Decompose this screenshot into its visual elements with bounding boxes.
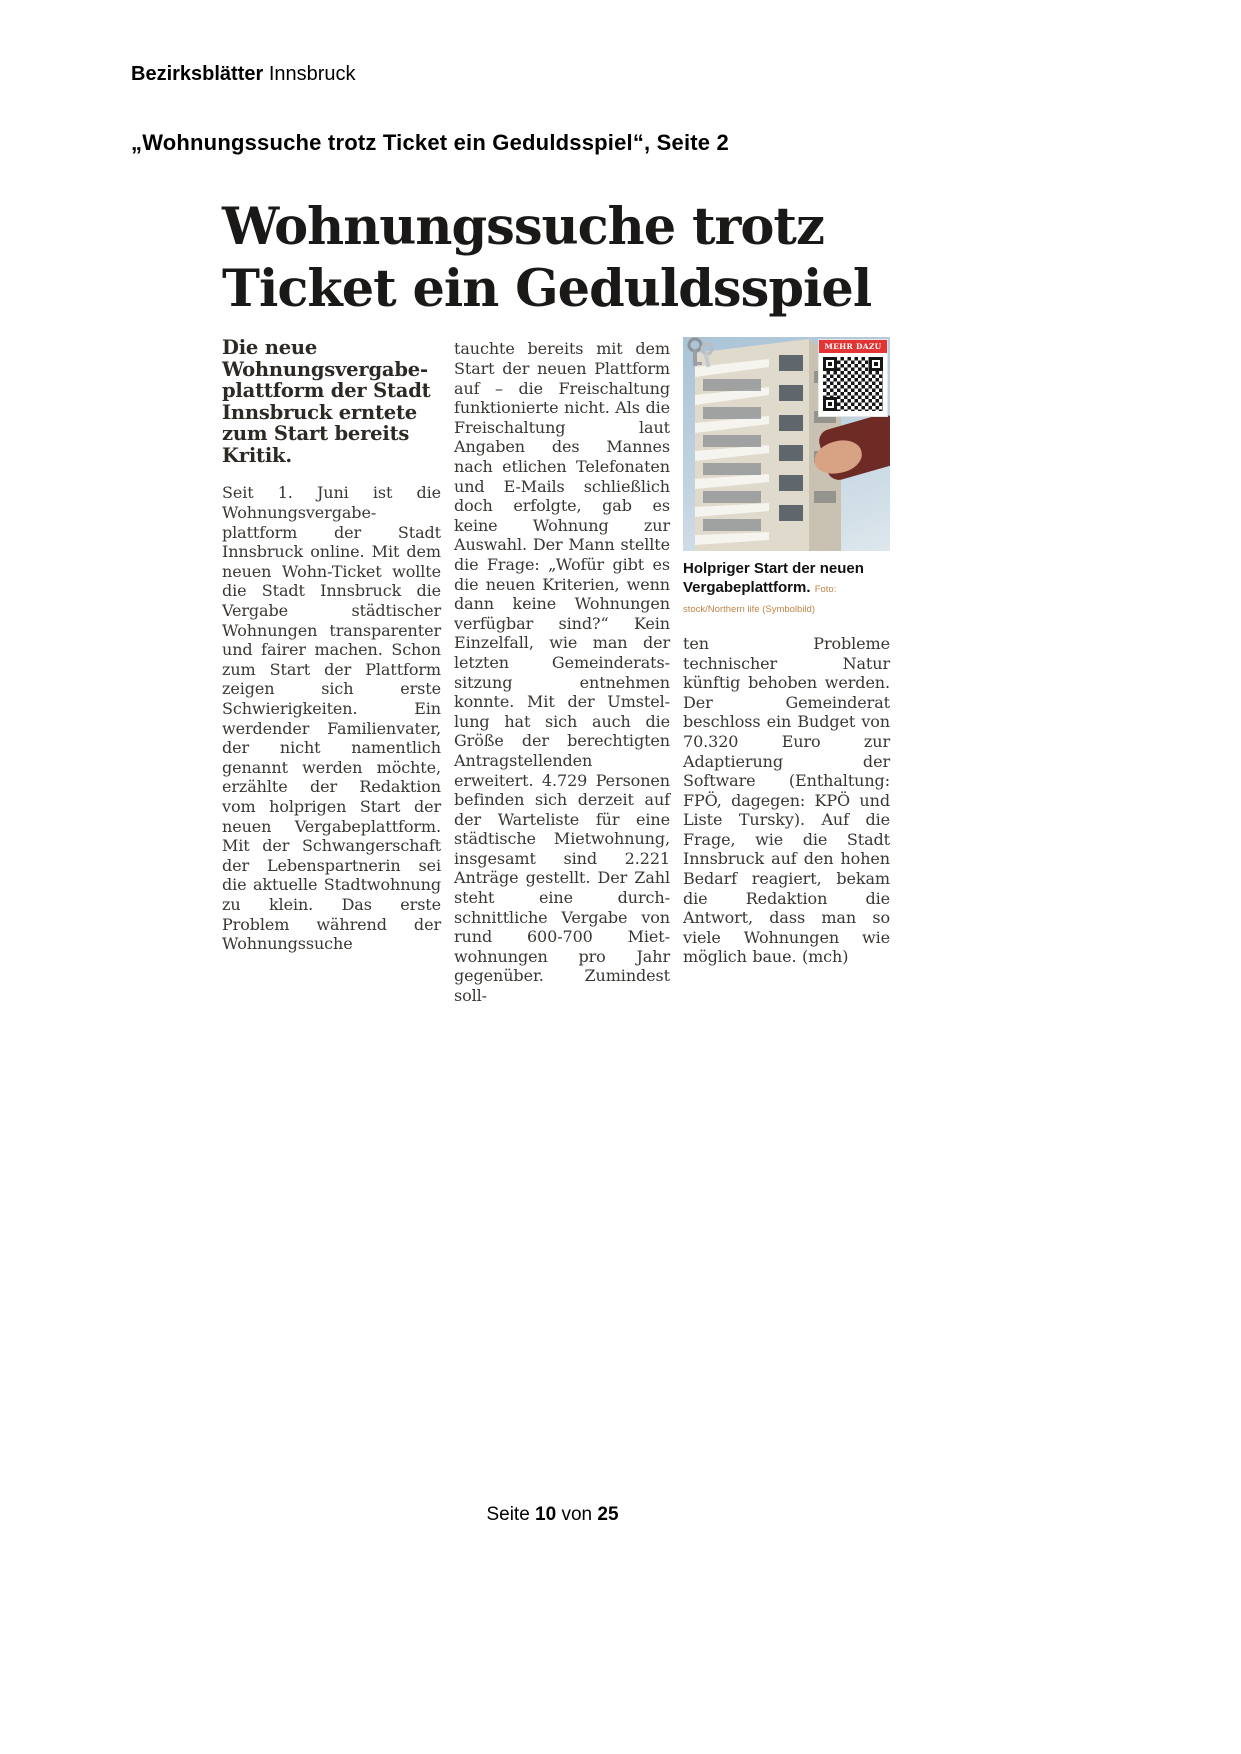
qr-finder-icon [823,357,837,371]
article-headline [222,196,894,320]
lead-paragraph: Die neue Wohnungsvergabeplattform der Stadt Innsbruck erntete zum Start bereits Kritik. [222,336,431,467]
photo-caption [683,560,890,620]
column-3-text: ten Probleme technischer Natur künftig behoben werden. Der Gemeinderat beschloss ein Budget von 70.320 Euro zur Adaptierung der Software (Enthaltung: FPÖ, dagegen: KPÖ und Liste Tursky). Auf die Frage, wie die Stadt Innsbruck auf den hohen Bedarf reagiert, bekam die Redaktion die Antwort, dass man so viele Wohnungen wie möglich baue. (mch) [683,633,890,967]
brand-region: Innsbruck [268,63,356,85]
publication-brand [131,63,356,86]
page-footer [0,1504,1105,1526]
footer-label-page: Seite [486,1504,530,1525]
footer-page-total: 25 [597,1504,619,1525]
caption-text: Holpriger Start der neuen Vergabeplattform. [683,560,864,596]
qr-panel-label: MEHR DAZU [819,340,887,353]
headline-line-1: Wohnungssuche trotz [222,197,824,257]
article-photo [683,337,890,551]
article-column-3 [683,337,890,1005]
article-column-1 [222,337,441,1005]
qr-pattern [823,357,883,411]
column-2-text: tauchte bereits mit dem Start der neuen Plattform auf – die Freischaltung funktionierte nicht. Als die Freischaltung laut Angaben des Mannes nach etlichen Telefonaten und E-Mails schließlich doch erfolgte, gab es keine Wohnung zur Auswahl. Der Mann stellte die Frage: „Wofür gibt es die neuen Kriterien, wenn dann keine Wohnungen verfügbar sind?“ Kein Einzelfall, wie man der letzten Gemeinderatssitzung entnehmen konnte. Mit der Umstellung hat sich auch die Größe der berechtigten Antragstellenden erweitert. 4.729 Personen befinden sich derzeit auf der Warteliste für eine städtische Mietwohnung, insgesamt sind 2.221 Anträge gestellt. Der Zahl steht eine durchschnittliche Vergabe von rund 600-700 Mietwohnungen pro Jahr gegenüber. Zumindest soll- [454,339,670,1006]
footer-label-of: von [561,1504,593,1525]
newspaper-clipping [222,196,894,1006]
clipping-title: „Wohnungssuche trotz Ticket ein Geduldsspiel“, Seite 2 [131,130,729,155]
brand-name: Bezirksblätter [131,63,264,85]
qr-finder-icon [869,357,883,371]
footer-page-number: 10 [535,1504,557,1525]
column-1-text: Seit 1. Juni ist die Wohnungsvergabeplattform der Stadt Innsbruck online. Mit dem neuen Wohn-Ticket wollte die Stadt Innsbruck die Vergabe städtischer Wohnungen transparenter und fairer machen. Schon zum Start der Plattform zeigen sich erste Schwierigkeiten. Ein werdender Familienvater, der nicht namentlich genannt werden möchte, erzählte der Redaktion vom holprigen Start der neuen Vergabeplattform. Mit der Schwangerschaft der Lebenspartnerin sei die aktuelle Stadtwohnung zu klein. Das erste Problem während der Wohnungssuche [222,483,441,954]
qr-code [819,353,887,416]
headline-line-2: Ticket ein Geduldsspiel [222,259,872,320]
article-column-2 [454,337,670,1005]
article-columns [222,337,894,1005]
qr-finder-icon [823,397,837,411]
photo-credit: Foto: stock/Northern life (Symbolbild) [683,583,837,616]
keys-icon [683,337,717,373]
qr-panel [819,340,887,416]
